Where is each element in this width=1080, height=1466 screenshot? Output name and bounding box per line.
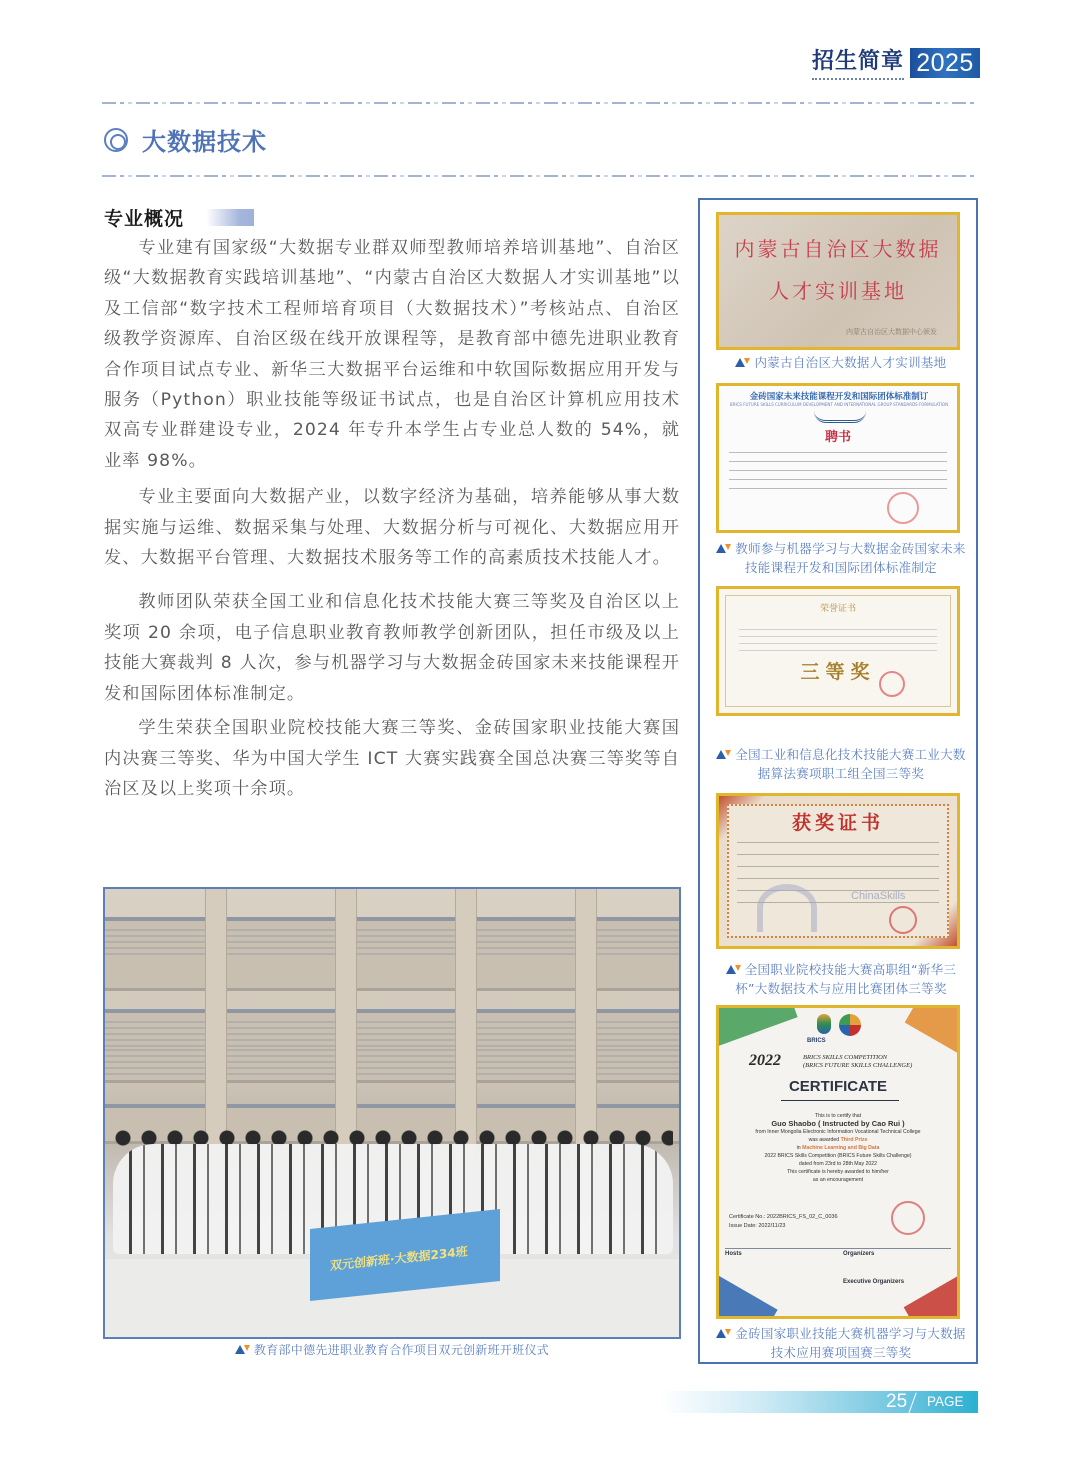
ornament-icon [814, 411, 866, 423]
cert-line: was awarded [808, 1137, 840, 1143]
corner-decoration [716, 1005, 798, 1055]
recipient-name: Guo Shaobo ( Instructed by Cao Rui ) [771, 1119, 905, 1128]
side-caption-5 [712, 1324, 970, 1362]
caption-triangle-icon [726, 960, 741, 979]
cert-line: This certificate is hereby awarded to him/her [787, 1169, 889, 1175]
section-divider [102, 175, 978, 177]
cert-image-brics [716, 1005, 960, 1319]
photo-pillar [335, 889, 357, 1167]
side-caption-1 [712, 353, 970, 372]
cert-line: dated from 23rd to 28th May 2022 [798, 1161, 878, 1167]
photo-pillar [575, 889, 597, 1167]
side-caption-text: 全国职业院校技能大赛高职组“新华三杯”大数据技术与应用比赛团体三等奖 [735, 962, 957, 996]
plaque-line-2: 人才实训基地 [769, 279, 907, 303]
side-caption-text: 教师参与机器学习与大数据金砖国家未来技能课程开发和国际团体标准制定 [735, 541, 966, 575]
side-caption-3 [712, 745, 970, 783]
cert-body-lines [739, 629, 937, 651]
cert-image-award [716, 793, 960, 949]
section-title [104, 122, 267, 157]
cert-watermark: ChinaSkills [851, 890, 906, 902]
cert-body-lines [729, 452, 947, 492]
cert-meta [729, 1213, 838, 1231]
cert-competition [803, 1054, 912, 1070]
side-caption-text: 金砖国家职业技能大赛机器学习与大数据技术应用赛项国赛三等奖 [735, 1326, 966, 1360]
plaque-issuer: 内蒙古自治区大数据中心颁发 [846, 328, 937, 336]
plaque-line-1: 内蒙古自治区大数据 [734, 237, 942, 261]
cert-year: 2022 [749, 1052, 781, 1069]
cert-title: 荣誉证书 [819, 604, 856, 614]
exec-organizers-label: Executive Organizers [843, 1279, 905, 1285]
header-divider [102, 102, 978, 104]
cert-body [727, 1112, 949, 1184]
hosts-label: Hosts [725, 1251, 742, 1257]
cert-header-en: BRICS FUTURE SKILLS CURRICULUM DEVELOPMENT AND INTERNATIONAL GROUP STANDARDS FORMULATION [729, 402, 949, 407]
cert-header: 金砖国家未来技能课程开发和国际团体标准制订 [749, 392, 929, 402]
seal-icon [889, 906, 917, 934]
caption-triangle-icon [716, 745, 731, 764]
prize-text: Third Prize [840, 1137, 868, 1143]
page-label: PAGE [927, 1394, 964, 1409]
page-number: 25 [886, 1391, 908, 1412]
cert-title: 获奖证书 [791, 812, 884, 834]
title-underline [781, 1100, 899, 1101]
heading-accent-bar [206, 209, 254, 226]
caption-triangle-icon [716, 1324, 731, 1343]
cert-line: in [796, 1145, 801, 1151]
issue-date: Issue Date: 2022/11/23 [729, 1223, 786, 1229]
cert-number: Certificate No.: 2022BRICS_FS_02_C_0036 [729, 1214, 838, 1220]
cert-line: This is to certify that [814, 1113, 862, 1119]
cert-image-honor [716, 586, 960, 716]
chinaskills-logo-icon [757, 884, 817, 932]
brand-year-badge: 2025 [910, 48, 980, 78]
cert-title: 聘书 [824, 430, 851, 445]
group-photo-caption [103, 1341, 681, 1360]
side-caption-text: 内蒙古自治区大数据人才实训基地 [754, 355, 947, 370]
cert-image-training-base [716, 212, 960, 350]
caption-triangle-icon [735, 353, 750, 372]
paragraph-4: 学生荣获全国职业院校技能大赛三等奖、金砖国家职业技能大赛国内决赛三等奖、华为中国大学生 ICT 大赛实践赛全国总决赛三等奖等自治区及以上奖项十余项。 [104, 718, 680, 799]
caption-triangle-icon [235, 1341, 250, 1360]
seal-icon [891, 1201, 925, 1235]
cert-footer [725, 1248, 951, 1304]
side-caption-text: 全国工业和信息化技术技能大赛工业大数据算法赛项职工组全国三等奖 [735, 747, 966, 781]
paragraph-3: 教师团队荣获全国工业和信息化技术技能大赛三等奖及自治区以上奖项 20 余项，电子信息职业教育教师教学创新团队，担任市级及以上技能大赛裁判 8 人次，参与机器学习与大数据金砖国家未来技能课程开发和国际团体标准制定。 [104, 592, 680, 704]
photo-pillar [455, 889, 477, 1167]
group-photo [103, 887, 681, 1339]
side-caption-2 [712, 539, 970, 577]
photo-pillar [205, 889, 227, 1167]
overview-text [104, 233, 680, 804]
cert-line: 2022 BRICS Skills Competition (BRICS Future Skills Challenge) [764, 1153, 912, 1159]
cert-line: from Inner Mongolia Electronic Information Vocational Technical College [755, 1129, 921, 1135]
organizers-label: Organizers [843, 1251, 875, 1257]
side-caption-4 [712, 960, 970, 998]
seal-icon [879, 671, 905, 697]
competition-name: BRICS SKILLS COMPETITION [803, 1054, 888, 1061]
caption-triangle-icon [716, 539, 731, 558]
seal-icon [887, 492, 919, 524]
cert-line: as an encouragement [812, 1177, 864, 1183]
field-text: Machine Learning and Big Data [802, 1145, 880, 1151]
overview-heading [104, 204, 254, 231]
double-ring-icon [104, 128, 128, 152]
brand-title: 招生简章 [812, 47, 904, 80]
paragraph-2: 专业主要面向大数据产业，以数字经济为基础，培养能够从事大数据实施与运维、数据采集与处理、大数据分析与可视化、大数据应用开发、大数据平台管理、大数据技术服务等工作的高素质技术技能人才。 [104, 487, 680, 569]
competition-subname: (BRICS FUTURE SKILLS CHALLENGE) [803, 1062, 913, 1069]
brochure-brand [812, 46, 980, 80]
section-title-text: 大数据技术 [142, 128, 267, 156]
cert-image-appointment [716, 383, 960, 533]
cert-title: CERTIFICATE [788, 1078, 888, 1095]
corner-decoration [905, 1005, 960, 1057]
paragraph-1: 专业建有国家级“大数据专业群双师型教师培养培训基地”、自治区级“大数据教育实践培训基地”、“内蒙古自治区大数据人才实训基地”以及工信部“数字技术工程师培育项目（大数据技术）”考核站点、自治区级教学资源库、自治区级在线开放课程等，是教育部中德先进职业教育合作项目试点专业、新华三大数据平台运维和中软国际数据应用开发与服务（Python）职业技能等级证书试点，也是自治区计算机应用技术双高专业群建设专业，2024 年专升本学生占专业总人数的 54%，就业率 98%。 [104, 238, 680, 471]
brics-logo-text: BRICS [807, 1038, 826, 1044]
class-banner-text: 双元创新班·大数据234班 [330, 1244, 468, 1273]
group-photo-caption-text: 教育部中德先进职业教育合作项目双元创新班开班仪式 [253, 1343, 550, 1357]
overview-heading-text: 专业概况 [104, 208, 185, 230]
cert-prize: 三等奖 [800, 661, 876, 683]
